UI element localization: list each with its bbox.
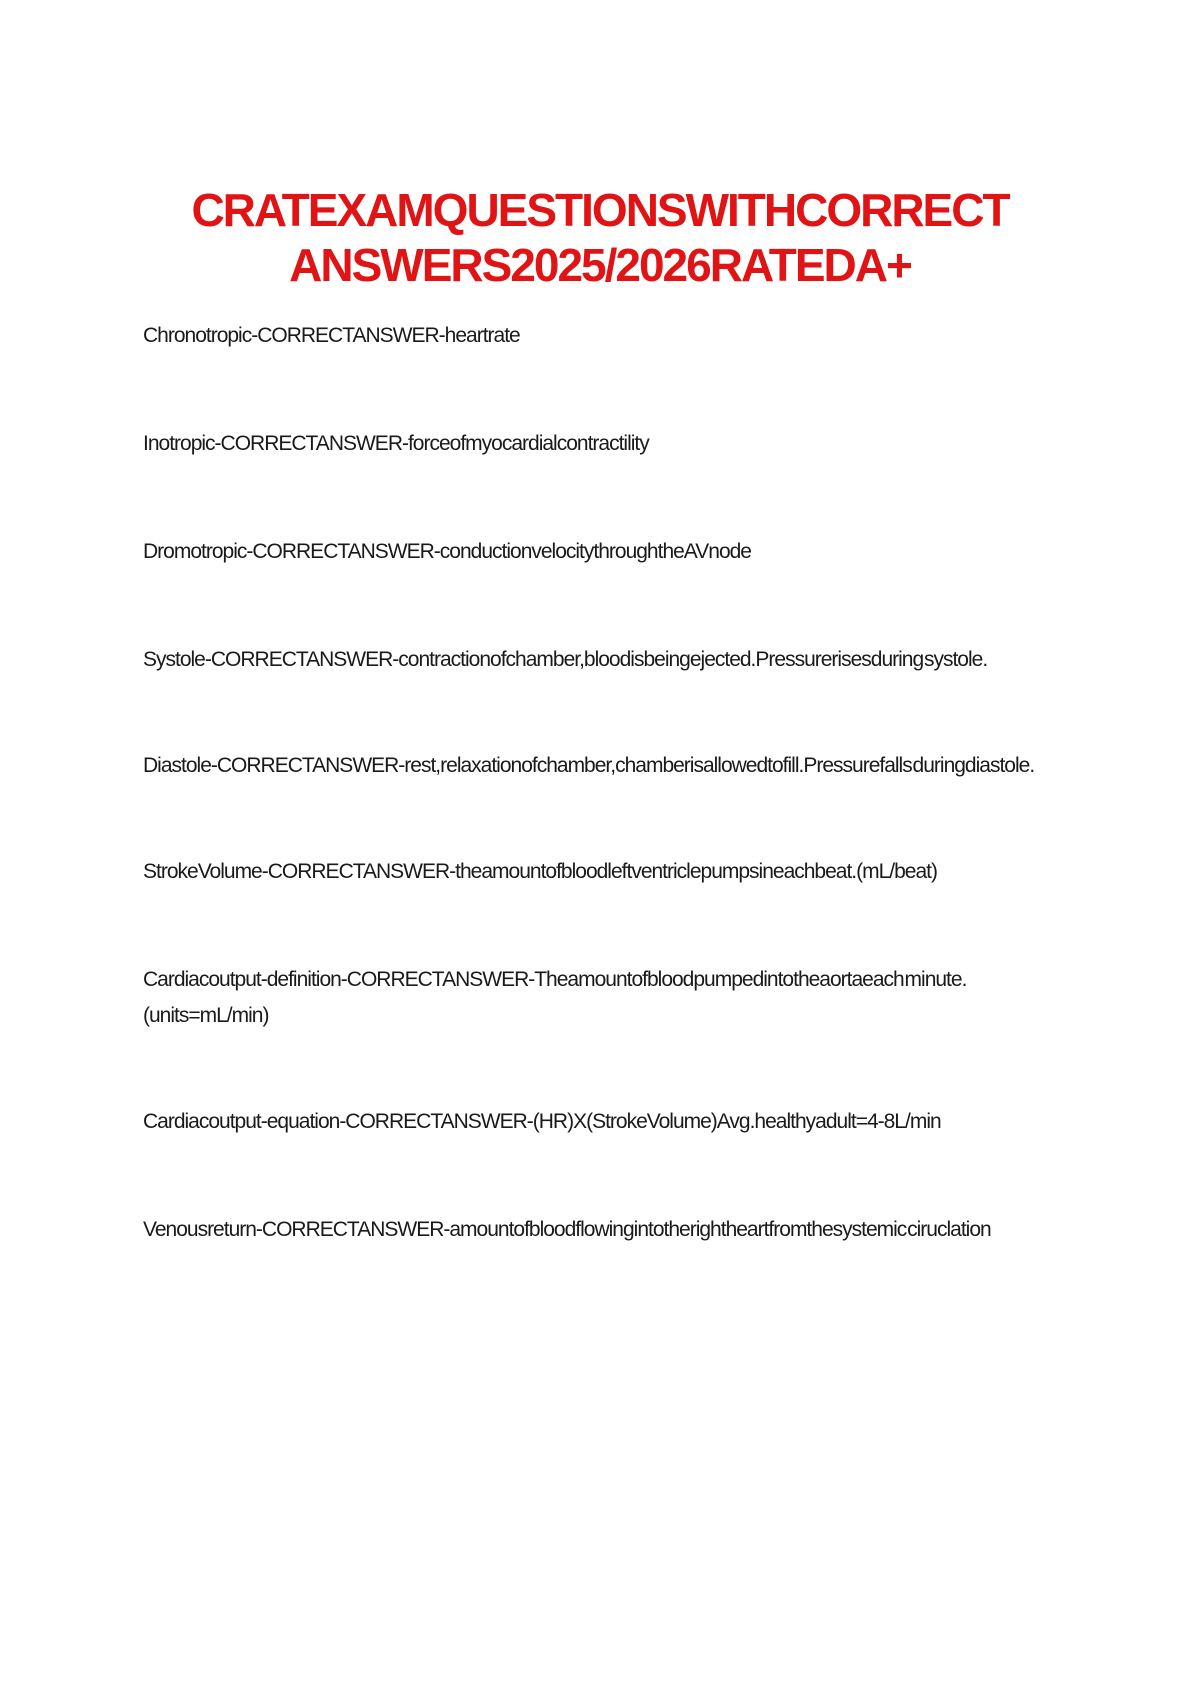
qa-entry-systole: Systole-CORRECTANSWER-contractionofchamber,bloodisbeingejected.Pressurerisesduring systole. bbox=[143, 648, 988, 671]
qa-entry-diastole: Diastole-CORRECTANSWER-rest,relaxationofchamber,chamberisallowedtofill.Pressurefalls duringdiastole. bbox=[143, 754, 1035, 777]
qa-list bbox=[143, 318, 1073, 1318]
qa-entry-venous-return: Venousreturn-CORRECTANSWER-amountofbloodflowingintotherightheartfromthesystemic ciruclation bbox=[143, 1218, 991, 1241]
qa-entry-cardiac-output-definition: Cardiacoutput-definition-CORRECTANSWER-Theamountofbloodpumpedintotheaortaeach minute.(units=mL/min) bbox=[143, 968, 967, 1027]
title-line-2: ANSWERS2025/2026RATEDA+ bbox=[289, 238, 911, 291]
title-line-1: CRATEXAMQUESTIONSWITHCORRECT bbox=[191, 183, 1009, 236]
qa-entry-inotropic: Inotropic-CORRECTANSWER-forceofmyocardialcontractility bbox=[143, 432, 649, 455]
qa-entry-chronotropic: Chronotropic-CORRECTANSWER-heartrate bbox=[143, 324, 520, 347]
document-title bbox=[120, 183, 1080, 293]
qa-entry-stroke-volume: StrokeVolume-CORRECTANSWER-theamountofbloodleftventriclepumpsineachbeat.(mL/beat) bbox=[143, 860, 937, 883]
qa-entry-cardiac-output-equation: Cardiacoutput-equation-CORRECTANSWER-(HR)X(StrokeVolume)Avg.healthyadult=4-8L/min bbox=[143, 1110, 941, 1133]
qa-entry-dromotropic: Dromotropic-CORRECTANSWER-conductionvelocitythroughtheAVnode bbox=[143, 540, 751, 563]
